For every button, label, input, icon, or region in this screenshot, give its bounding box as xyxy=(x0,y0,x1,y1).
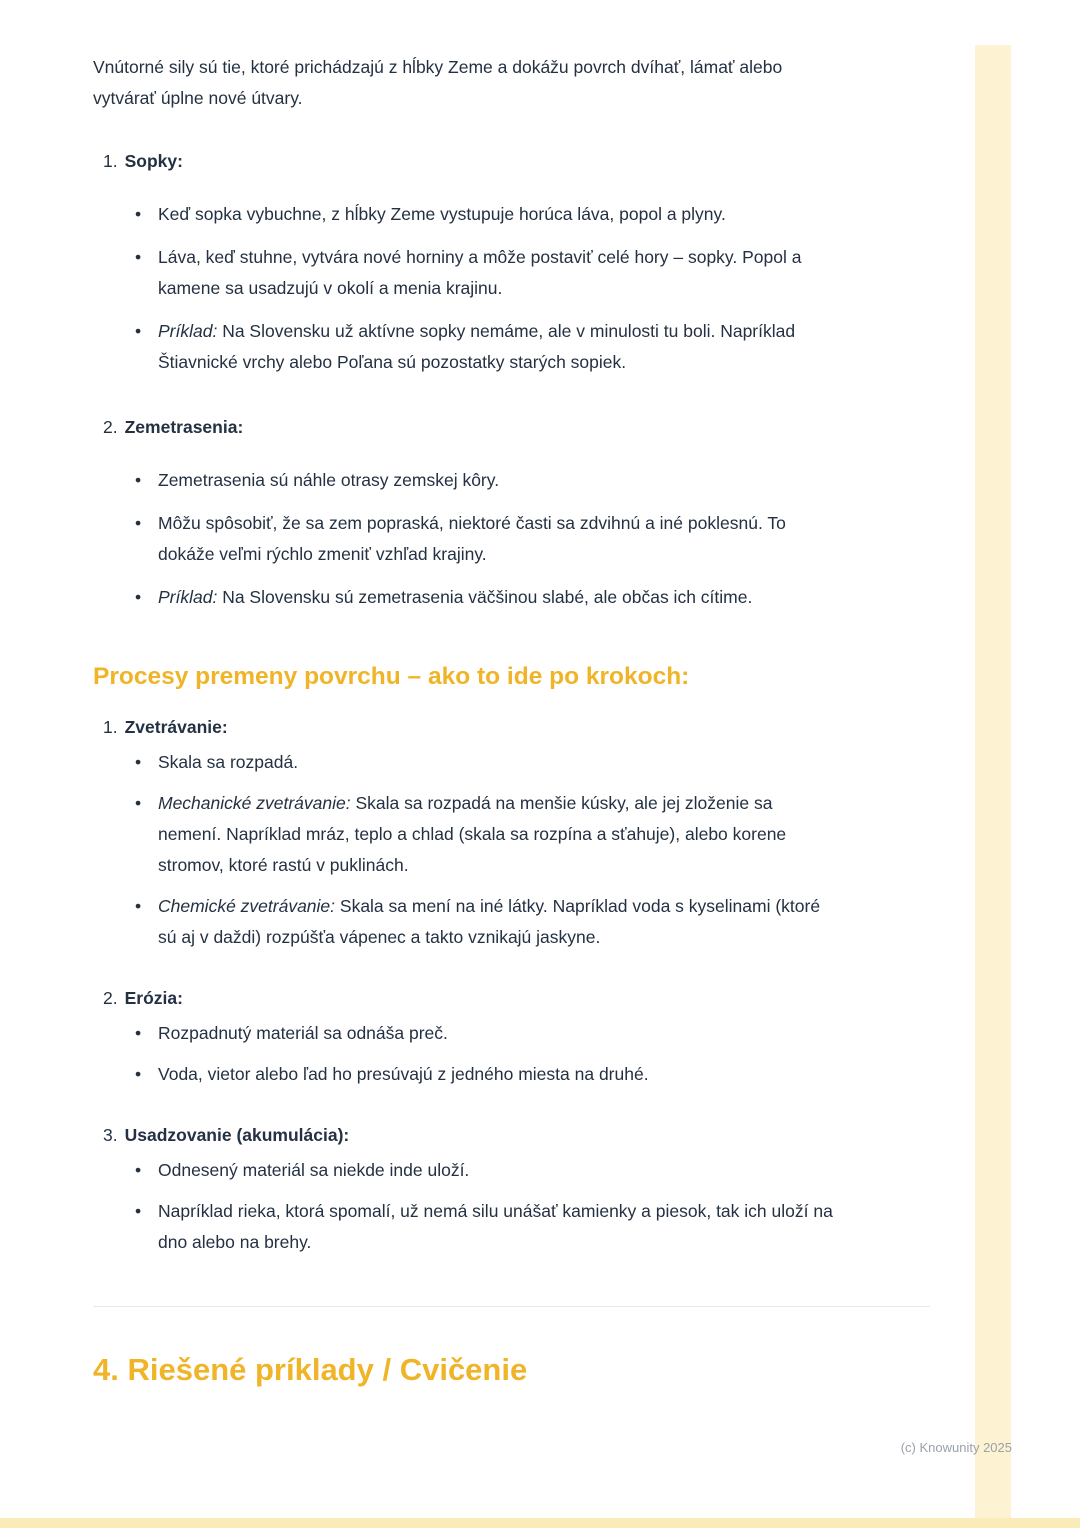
item-number: 1. xyxy=(103,150,118,171)
list-item-heading xyxy=(93,412,838,443)
section-heading-procesy: Procesy premeny povrchu – ako to ide po krokoch: xyxy=(93,662,690,690)
bullet-icon: • xyxy=(135,1201,142,1222)
bullet-item xyxy=(93,1196,838,1258)
list-item-erozia xyxy=(93,983,838,1090)
section-divider xyxy=(93,1306,930,1307)
bullet-body: Keď sopka vybuchne, z hĺbky Zeme vystupuje horúca láva, popol a plyny. xyxy=(158,203,726,224)
bullet-icon: • xyxy=(135,203,142,224)
list-item-sopky xyxy=(93,146,838,378)
bullet-lead: Príklad: xyxy=(158,320,218,341)
list-item-heading xyxy=(93,712,838,743)
bullet-text xyxy=(158,747,838,778)
item-number: 1. xyxy=(103,717,118,738)
bullet-icon: • xyxy=(135,752,142,773)
bullet-item xyxy=(93,199,838,230)
bullet-body: Láva, keď stuhne, vytvára nové horniny a môže postaviť celé hory – sopky. Popol a kamene sa usadzujú v okolí a menia krajinu. xyxy=(158,246,802,298)
item-number: 3. xyxy=(103,1125,118,1146)
bullet-text xyxy=(158,1196,838,1258)
bullet-icon: • xyxy=(135,1023,142,1044)
list-item-zvetravanie xyxy=(93,712,838,953)
bullet-item xyxy=(93,508,838,570)
bullet-list xyxy=(93,747,838,953)
item-number: 2. xyxy=(103,416,118,437)
bullet-item xyxy=(93,465,838,496)
bullet-body: Odnesený materiál sa niekde inde uloží. xyxy=(158,1160,470,1181)
bullet-text xyxy=(158,508,838,570)
bullet-text xyxy=(158,1155,838,1186)
list-item-heading xyxy=(93,1120,838,1151)
list-item-usadzovanie xyxy=(93,1120,838,1258)
bullet-body: Napríklad rieka, ktorá spomalí, už nemá silu unášať kamienky a piesok, tak ich uloží na dno alebo na brehy. xyxy=(158,1201,833,1253)
bullet-body: Skala sa mení na iné látky. Napríklad voda s kyselinami (ktoré sú aj v daždi) rozpúšťa vápenec a takto vznikajú jaskyne. xyxy=(158,896,821,948)
bullet-item xyxy=(93,242,838,304)
bullet-list xyxy=(93,1018,838,1090)
list-item-heading xyxy=(93,983,838,1014)
item-title: Zemetrasenia: xyxy=(124,416,244,437)
notes-content xyxy=(93,52,838,1388)
bullet-icon: • xyxy=(135,512,142,533)
bullet-list xyxy=(93,199,838,378)
item-title: Erózia: xyxy=(124,988,183,1009)
bullet-text xyxy=(158,788,838,881)
bullet-body: Rozpadnutý materiál sa odnáša preč. xyxy=(158,1023,448,1044)
bullet-text xyxy=(158,316,838,378)
bullet-icon: • xyxy=(135,246,142,267)
bullet-item xyxy=(93,1018,838,1049)
bullet-body: Skala sa rozpadá na menšie kúsky, ale jej zloženie sa nemení. Napríklad mráz, teplo a chlad (skala sa rozpína a sťahuje), alebo korene stromov, ktoré rastú v puklinách. xyxy=(158,793,787,876)
bullet-item xyxy=(93,316,838,378)
item-title: Usadzovanie (akumulácia): xyxy=(124,1125,350,1146)
bullet-icon: • xyxy=(135,793,142,814)
watermark-text: (c) Knowunity 2025 xyxy=(900,1440,1012,1455)
bullet-body: Na Slovensku sú zemetrasenia väčšinou slabé, ale občas ich cítime. xyxy=(217,586,753,607)
bullet-icon: • xyxy=(135,1160,142,1181)
bullet-icon: • xyxy=(135,586,142,607)
bullet-text xyxy=(158,199,838,230)
bullet-text xyxy=(158,242,838,304)
item-title: Zvetrávanie: xyxy=(124,717,228,738)
list-item-heading xyxy=(93,146,838,177)
bullet-item xyxy=(93,891,838,953)
bullet-icon: • xyxy=(135,320,142,341)
bullet-body: Môžu spôsobiť, že sa zem popraská, niektoré časti sa zdvihnú a iné poklesnú. To dokáže veľmi rýchlo zmeniť vzhľad krajiny. xyxy=(158,512,786,564)
bullet-icon: • xyxy=(135,469,142,490)
bullet-text xyxy=(158,465,838,496)
bullet-item xyxy=(93,747,838,778)
bullet-body: Skala sa rozpadá. xyxy=(158,752,299,773)
bullet-body: Voda, vietor alebo ľad ho presúvajú z jedného miesta na druhé. xyxy=(158,1064,649,1085)
bullet-item xyxy=(93,1155,838,1186)
bullet-item xyxy=(93,788,838,881)
item-title: Sopky: xyxy=(124,150,183,171)
bullet-item xyxy=(93,1059,838,1090)
bullet-text xyxy=(158,1059,838,1090)
bullet-body: Na Slovensku už aktívne sopky nemáme, ale v minulosti tu boli. Napríklad Štiavnické vrchy alebo Poľana sú pozostatky starých sopiek. xyxy=(158,320,796,372)
item-number: 2. xyxy=(103,988,118,1009)
bullet-lead: Chemické zvetrávanie: xyxy=(158,896,336,917)
bullet-icon: • xyxy=(135,896,142,917)
bullet-list xyxy=(93,465,838,613)
surface-processes-list xyxy=(93,712,838,1258)
bottom-page-stripe xyxy=(0,1518,1080,1528)
right-page-stripe xyxy=(975,45,1011,1528)
bullet-text xyxy=(158,582,838,613)
intro-paragraph: Vnútorné sily sú tie, ktoré prichádzajú z hĺbky Zeme a dokážu povrch dvíhať, lámať alebo vytvárať úplne nové útvary. xyxy=(93,57,783,108)
bullet-icon: • xyxy=(135,1064,142,1085)
bullet-lead: Mechanické zvetrávanie: xyxy=(158,793,351,814)
bullet-body: Zemetrasenia sú náhle otrasy zemskej kôry. xyxy=(158,469,500,490)
list-item-zemetrasenia xyxy=(93,412,838,613)
bullet-lead: Príklad: xyxy=(158,586,218,607)
bullet-item xyxy=(93,582,838,613)
bullet-list xyxy=(93,1155,838,1258)
bullet-text xyxy=(158,891,838,953)
internal-forces-list xyxy=(93,146,838,613)
section-heading-cvicenie: 4. Riešené príklady / Cvičenie xyxy=(93,1352,528,1387)
bullet-text xyxy=(158,1018,838,1049)
